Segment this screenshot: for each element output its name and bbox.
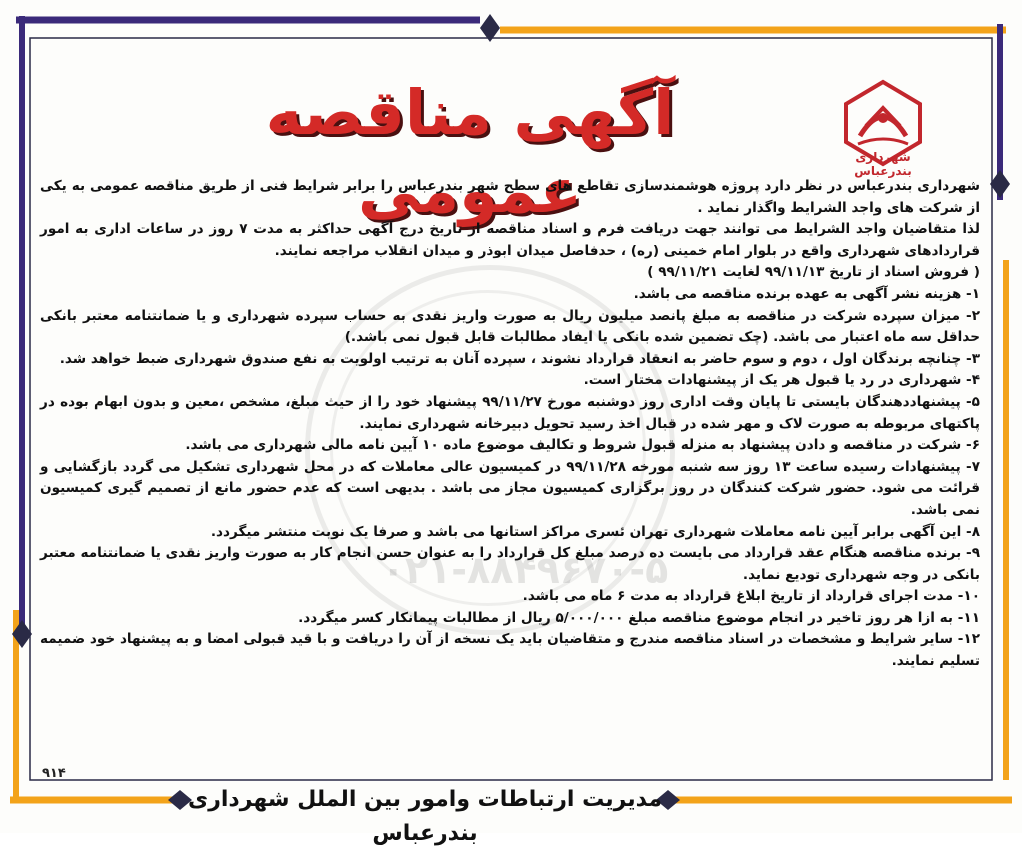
ad-code: ۹۱۴ [42, 766, 66, 781]
condition-item: ۷- پیشنهادات رسیده ساعت ۱۳ روز سه شنبه مورخه ۹۹/۱۱/۲۸ در کمیسیون عالی معاملات که در محل شهرداری تشکیل می گردد بازگشایی و قرائت می شود. حضور شرکت کنندگان در روز برگزاری کمیسیون مجاز می باشد . بدیهی است که عدم حضور مانع از تصمیم گیری کمیسیون نمی باشد. [40, 458, 980, 518]
body-paragraph: لذا متقاضیان واجد الشرایط می توانند جهت دریافت فرم و اسناد مناقصه از تاریخ درج آگهی حداکثر به مدت ۷ روز در ساعات اداری به امور قراردادهای شهرداری واقع در بلوار امام خمینی (ره) ، حدفاصل میدان ابوذر و میدان انقلاب مراجعه نمایند. [40, 221, 980, 259]
condition-item: ۵- پیشنهاددهندگان بایستی تا پایان وقت اداری روز دوشنبه مورخ ۹۹/۱۱/۲۷ پیشنهاد خود را از حیث مبلغ، مشخص ،معین و بدون ابهام بوده در پاکتهای مربوطه به صورت لاک و مهر شده در قبال اخذ رسید تحویل دبیرخانه شهرداری نمایند. [40, 393, 980, 432]
condition-item: ۶- شرکت در مناقصه و دادن پیشنهاد به منزله قبول شروط و تکالیف موضوع ماده ۱۰ آیین نامه مالی شهرداری می باشد. [185, 437, 980, 454]
condition-item: ۱۱- به ازا هر روز تاخیر در انجام موضوع مناقصه مبلغ ۵/۰۰۰/۰۰۰ ریال از مطالبات پیمانکار کسر میگردد. [298, 609, 980, 626]
condition-item: ۸- این آگهی برابر آیین نامه معاملات شهرداری تهران ئسری مراکز استانها می باشد و صرفا یک نوبت منتشر میگردد. [210, 523, 980, 540]
condition-item: ۴- شهرداری در رد یا قبول هر یک از پیشنهادات مختار است. [583, 372, 980, 389]
footer-signature: مدیریت ارتباطات وامور بین الملل شهرداری بندرعباس [188, 787, 662, 846]
diamond-ornament-icon [990, 170, 1010, 198]
watermark-phone: ۰۲۱-۸۸۴۹۶۷۰-۵ [381, 548, 669, 592]
logo-caption: شهرداری بندرعباس [854, 150, 912, 178]
body-paragraph: شهرداری بندرعباس در نظر دارد پروژه هوشمندسازی تقاطع های سطح شهر بندرعباس را برابر شرایط فنی از طریق مناقصه عمومی به یکی از شرکت های واجد الشرایط واگذار نماید . [40, 178, 980, 216]
condition-item: ۱۰- مدت اجرای قرارداد از تاریخ ابلاغ قرارداد به مدت ۶ ماه می باشد. [522, 588, 980, 605]
body-paragraph: ( فروش اسناد از تاریخ ۹۹/۱۱/۱۳ لغایت ۹۹/۱۱/۲۱ ) [647, 264, 980, 281]
condition-item: ۱۲- سایر شرایط و مشخصات در اسناد مناقصه مندرج و متقاضیان باید یک نسخه از آن را دریافت و با قید قبولی امضا و به پیشنهاد خود ضمیمه تسلیم نمایند. [40, 631, 980, 670]
condition-item: ۱- هزینه نشر آگهی به عهده برنده مناقصه می باشد. [633, 285, 980, 302]
condition-item: ۲- میزان سپرده شرکت در مناقصه به مبلغ پانصد میلیون ریال به صورت واریز نقدی به حساب سپرده شهرداری و یا ضمانتنامه معتبر بانکی حداقل سه ماه اعتبار می باشد. (چک تضمین شده بانکی یا ایفاد مطالبات قابل قبول نمی باشد.) [40, 307, 980, 346]
condition-item: ۳- چنانچه برندگان اول ، دوم و سوم حاضر به انعقاد قرارداد نشوند ، سپرده آنان به ترتیب اولویت به نفع صندوق شهرداری ضبط خواهد شد. [59, 350, 980, 367]
notice-body [40, 176, 980, 673]
condition-item: ۹- برنده مناقصه هنگام عقد قرارداد می بایست ده درصد مبلغ کل قرارداد را به عنوان حسن انجام کار به صورت واریز نقدی یا ضمانتنامه معتبر بانکی در وجه شهرداری تودیع نماید. [40, 545, 980, 583]
page-title: آگهی مناقصه عمومی [265, 76, 675, 227]
